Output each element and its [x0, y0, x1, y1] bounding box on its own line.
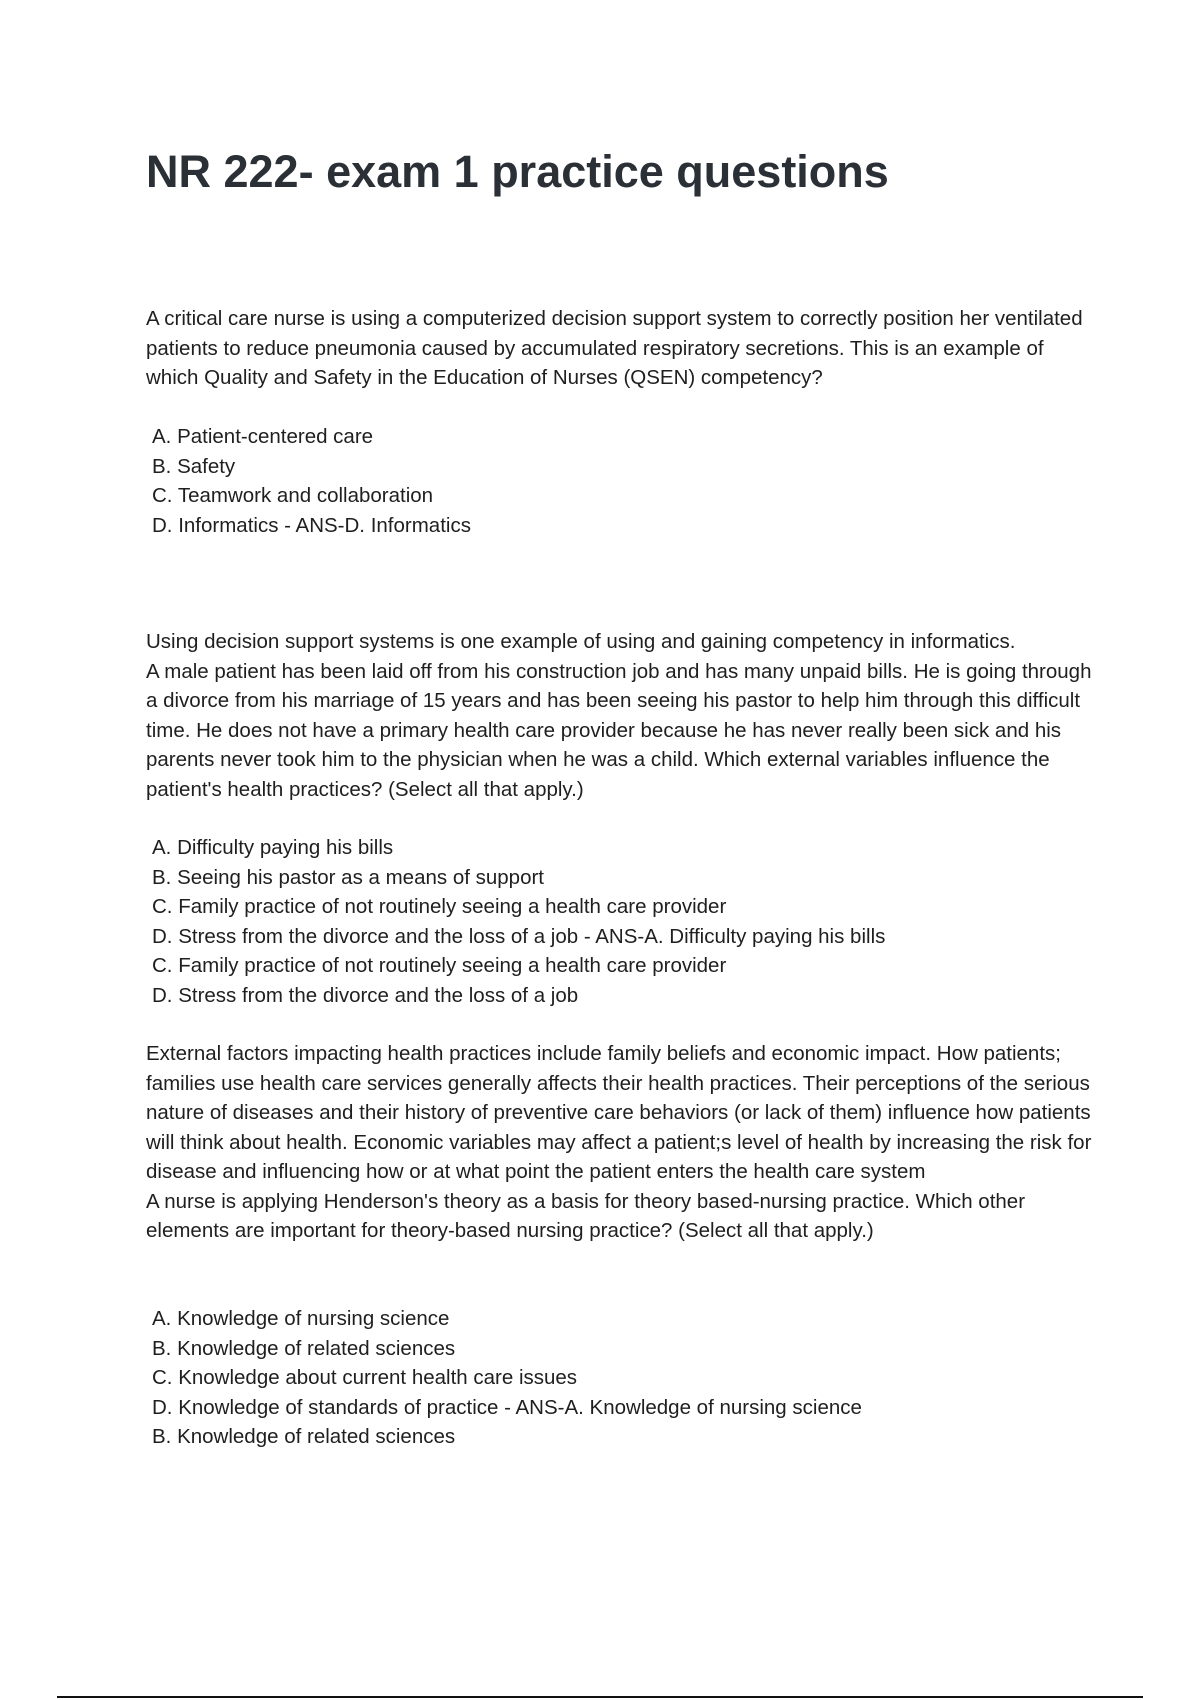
question-block-1	[146, 304, 1096, 393]
answer-option: B. Knowledge of related sciences	[152, 1336, 456, 1360]
question-text: A male patient has been laid off from his construction job and has many unpaid bills. He is going through a divorce from his marriage of 15 years and has been seeing his pastor to help him through this difficult time. He does not have a primary health care provider because he has never really been sick and his parents never took him to the physician when he was a child. Which external variables influence the patient's health practices? (Select all that apply.)	[146, 659, 1092, 801]
rationale-text: External factors impacting health practices include family beliefs and economic impact. How patients; families use health care services generally affects their health practices. Their perceptions of the serious nature of diseases and their history of preventive care behaviors (or lack of them) influence how patients will think about health. Economic variables may affect a patient;s level of health by increasing the risk for disease and influencing how or at what point the patient enters the health care system	[146, 1042, 1092, 1183]
answer-option: C. Teamwork and collaboration	[152, 484, 434, 507]
question-text: A critical care nurse is using a computerized decision support system to correctly position her ventilated patients to reduce pneumonia caused by accumulated respiratory secretions. This is an example of which Quality and Safety in the Education of Nurses (QSEN) competency?	[146, 307, 1083, 389]
answer-option: C. Family practice of not routinely seeing a health care provider	[152, 895, 727, 918]
question-block-2	[146, 627, 1096, 804]
answer-option: D. Knowledge of standards of practice - ANS-A. Knowledge of nursing science	[152, 1395, 862, 1419]
page-title: NR 222- exam 1 practice questions	[146, 146, 889, 197]
answer-option: A. Patient-centered care	[152, 425, 374, 448]
answer-option: B. Safety	[152, 454, 236, 478]
answer-option: D. Stress from the divorce and the loss of a job	[152, 983, 579, 1007]
answer-option: C. Knowledge about current health care issues	[152, 1366, 578, 1389]
answer-options-2	[146, 833, 1102, 1010]
answer-options-1	[146, 422, 1102, 540]
answer-option: A. Difficulty paying his bills	[152, 836, 394, 859]
answer-option: A. Knowledge of nursing science	[152, 1307, 450, 1330]
answer-option: B. Seeing his pastor as a means of support	[152, 865, 545, 889]
answer-options-3	[146, 1304, 1102, 1452]
question-text: A nurse is applying Henderson's theory as a basis for theory based-nursing practice. Which other elements are important for theory-based nursing practice? (Select all that apply.)	[146, 1189, 1026, 1242]
answer-option: D. Stress from the divorce and the loss of a job - ANS-A. Difficulty paying his bills	[152, 924, 886, 948]
answer-option: D. Informatics - ANS-D. Informatics	[152, 513, 471, 537]
answer-option: B. Knowledge of related sciences	[152, 1425, 456, 1448]
rationale-text: Using decision support systems is one example of using and gaining competency in informatics.	[146, 630, 1016, 653]
footer-divider	[57, 1696, 1143, 1698]
answer-option: C. Family practice of not routinely seeing a health care provider	[152, 954, 727, 977]
question-block-3	[146, 1039, 1096, 1246]
